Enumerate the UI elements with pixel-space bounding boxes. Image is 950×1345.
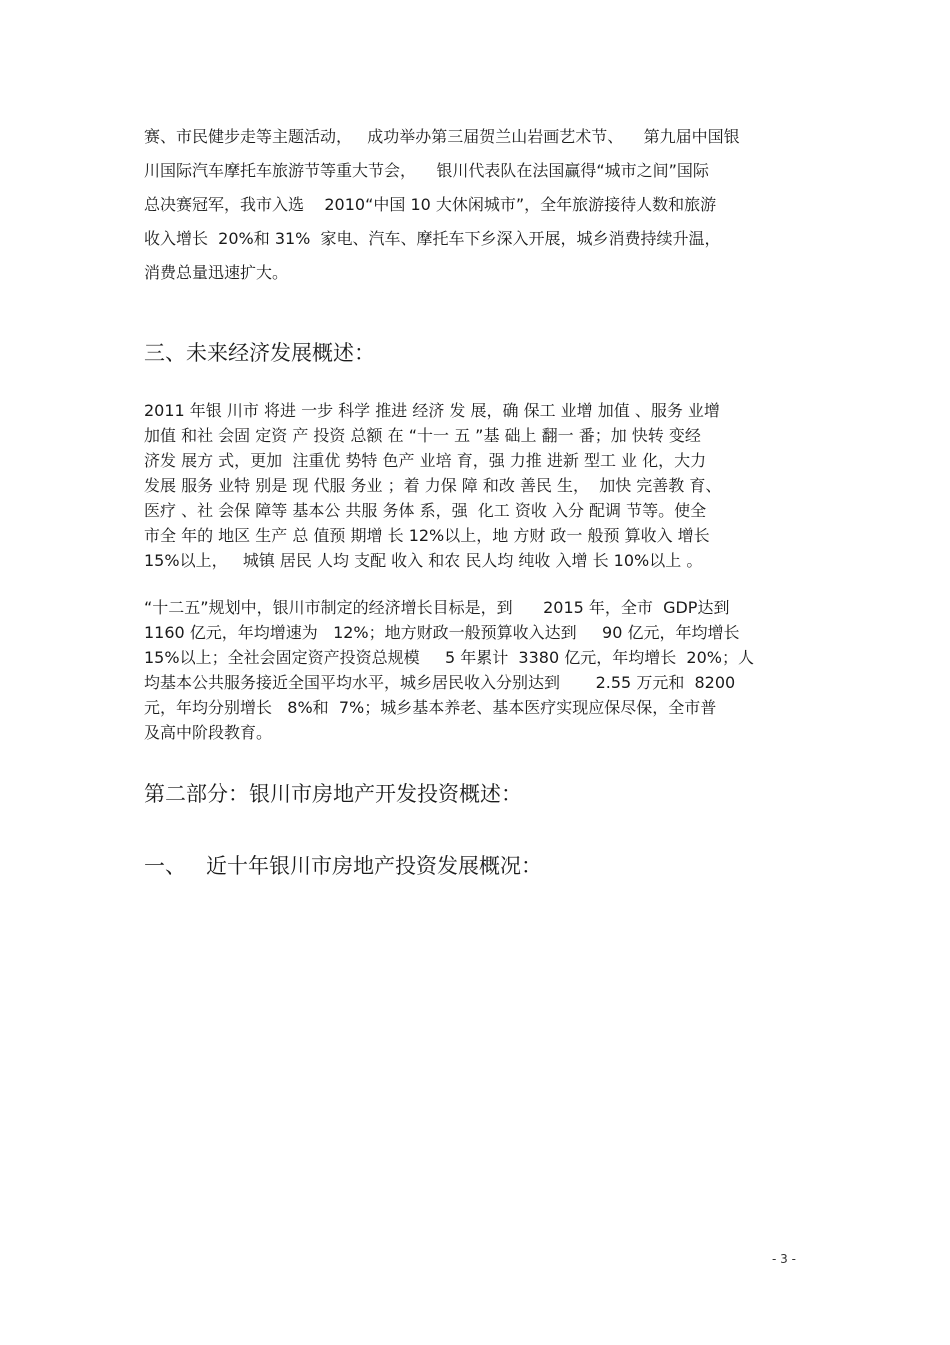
- paragraph-12th-five-year-plan: [144, 595, 809, 745]
- text-line: 消费总量迅速扩大。: [144, 263, 289, 282]
- text-line: 元，年均分别增长 8%和 7%；城乡基本养老、基本医疗实现应保尽保，全市普: [144, 698, 717, 717]
- text-line: 1160 亿元，年均增速为 12%；地方财政一般预算收入达到 90 亿元，年均增长: [144, 623, 740, 642]
- text-line: 及高中阶段教育。: [144, 723, 273, 742]
- text-line: 2011 年银 川市 将进 一步 科学 推进 经济 发 展，确 保工 业增 加值 、服务 业增: [144, 401, 720, 420]
- section-heading-future-economy: 三、未来经济发展概述：: [144, 341, 375, 365]
- text-line: 川国际汽车摩托车旅游节等重大节会， 银川代表队在法国赢得“城市之间”国际: [144, 161, 709, 180]
- text-line: 均基本公共服务接近全国平均水平，城乡居民收入分别达到 2.55 万元和 8200: [144, 673, 736, 692]
- text-line: 15%以上， 城镇 居民 人均 支配 收入 和农 民人均 纯收 入增 长 10%以上 。: [144, 551, 703, 570]
- text-line: 总决赛冠军，我市入选 2010“中国 10 大休闲城市”，全年旅游接待人数和旅游: [144, 195, 717, 214]
- text-line: 医疗 、社 会保 障等 基本公 共服 务体 系，强 化工 资收 入分 配调 节等。使全: [144, 501, 707, 520]
- paragraph-tourism-consumption: [144, 120, 809, 290]
- text-line: 收入增长 20%和 31% 家电、汽车、摩托车下乡深入开展，城乡消费持续升温，: [144, 229, 721, 248]
- part-heading-real-estate: 第二部分：银川市房地产开发投资概述：: [144, 782, 522, 806]
- paragraph-2011-plan: [144, 398, 809, 573]
- text-line: 赛、市民健步走等主题活动， 成功举办第三届贺兰山岩画艺术节、 第九届中国银: [144, 127, 740, 146]
- text-line: 市全 年的 地区 生产 总 值预 期增 长 12%以上，地 方财 政一 般预 算收入 增长: [144, 526, 710, 545]
- section-heading-decade-overview: 一、 近十年银川市房地产投资发展概况：: [144, 854, 543, 878]
- text-line: 15%以上；全社会固定资产投资总规模 5 年累计 3380 亿元，年均增长 20%；人: [144, 648, 754, 667]
- page-number: - 3 -: [772, 1252, 796, 1266]
- text-line: “十二五”规划中，银川市制定的经济增长目标是，到 2015 年，全市 GDP达到: [144, 598, 730, 617]
- text-line: 发展 服务 业特 别是 现 代服 务业 ；着 力保 障 和改 善民 生， 加快 完善教 育、: [144, 476, 722, 495]
- text-line: 济发 展方 式，更加 注重优 势特 色产 业培 育，强 力推 进新 型工 业 化，大力: [144, 451, 707, 470]
- text-line: 加值 和社 会固 定资 产 投资 总额 在 “十一 五 ”基 础上 翻一 番；加 快转 变经: [144, 426, 701, 445]
